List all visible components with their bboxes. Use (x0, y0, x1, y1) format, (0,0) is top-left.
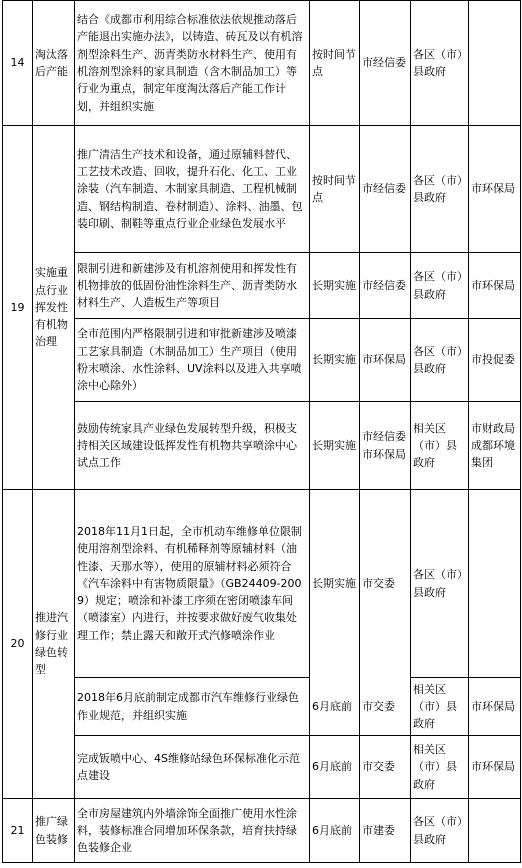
lead-dept-cell: 市经信委 (360, 1, 411, 126)
timeline-cell: 6月底前 (310, 736, 360, 799)
responsible-cell: 各区（市）县政府 (411, 1, 469, 126)
lead-dept-cell: 市经信委 (360, 126, 411, 253)
row-number: 14 (3, 1, 33, 126)
support-cell: 市财政局 成都环境集团 (469, 402, 521, 490)
table-row (3, 736, 521, 799)
support-cell: 市环保局 (469, 678, 521, 736)
support-cell (469, 1, 521, 126)
timeline-cell: 按时间节点 (310, 126, 360, 253)
row-number: 20 (3, 490, 33, 799)
table-row (3, 402, 521, 490)
table-row (3, 799, 521, 863)
timeline-cell: 长期实施 (310, 319, 360, 402)
responsible-cell: 相关区（市）县政府 (411, 678, 469, 736)
category-cell: 推进汽修行业绿色转型 (33, 490, 75, 799)
support-cell: 市环保局 (469, 253, 521, 319)
category-cell: 淘汰落后产能 (33, 1, 75, 126)
task-cell: 全市范围内严格限制引进和审批新建涉及喷漆工艺家具制造（木制品加工）生产项目（使用粉末喷涂、水性涂料、UV涂料以及进入共享喷涂中心除外） (75, 319, 310, 402)
timeline-cell: 长期实施 (310, 253, 360, 319)
lead-dept-cell: 市经信委 (360, 253, 411, 319)
support-cell (469, 490, 521, 678)
lead-dept-cell: 市交委 (360, 678, 411, 736)
table-row (3, 253, 521, 319)
task-cell: 完成钣喷中心、4S维修站绿色环保标准化示范点建设 (75, 736, 310, 799)
responsible-cell: 各区（市）县政府 (411, 490, 469, 678)
timeline-cell: 6月底前 (310, 799, 360, 863)
row-number: 19 (3, 126, 33, 490)
task-cell: 2018年6月底前制定成都市汽车维修行业绿色作业规范，并组织实施 (75, 678, 310, 736)
task-cell: 鼓励传统家具产业绿色发展转型升级，积极支持相关区域建设低挥发性有机物共享喷涂中心试点工作 (75, 402, 310, 490)
support-cell: 市环保局 (469, 126, 521, 253)
task-cell: 推广清洁生产技术和设备，通过原辅料替代、工艺技术改造、回收，提升石化、化工、工业涂装（汽车制造、木制家具制造、工程机械制造、钢结构制造、卷材制造）、涂料、油墨、包装印刷、制鞋等重点行业企业绿色发展水平 (75, 126, 310, 253)
lead-dept-cell: 市建委 (360, 799, 411, 863)
support-cell: 市环保局 (469, 736, 521, 799)
responsible-cell: 各区（市）县政府 (411, 126, 469, 253)
timeline-cell: 长期实施 (310, 402, 360, 490)
responsible-cell: 相关区（市）县政府 (411, 736, 469, 799)
responsible-cell: 各区（市）县政府 (411, 319, 469, 402)
responsible-cell: 相关区（市）县政府 (411, 402, 469, 490)
task-cell: 限制引进和新建涉及有机溶剂使用和挥发性有机物排放的低固份油性涂料生产、沥青类防水材料生产、人造板生产等项目 (75, 253, 310, 319)
table-row (3, 490, 521, 678)
task-cell: 2018年11月1日起，全市机动车维修单位限制使用溶剂型涂料、有机稀释剂等原辅材料（油性漆、天那水等），使用的原辅材料必须符合《汽车涂料中有害物质限量》（GB24409-2009）规定；喷涂和补漆工序须在密闭喷漆车间（喷漆室）内进行，并按要求做好废气收集处理工作；禁止露天和敞开式汽修喷涂作业 (75, 490, 310, 678)
task-cell: 结合《成都市利用综合标准依法依规推动落后产能退出实施办法》，以铸造、砖瓦及以有机溶剂型涂料生产、沥青类防水材料生产、使用有机溶剂型涂料的家具制造（含木制品加工）等行业为重点，制定年度淘汰落后产能工作计划，并组织实施 (75, 1, 310, 126)
table-row (3, 126, 521, 253)
policy-task-table (2, 0, 521, 863)
support-cell (469, 799, 521, 863)
row-number: 21 (3, 799, 33, 863)
timeline-cell: 长期实施 (310, 490, 360, 678)
timeline-cell: 按时间节点 (310, 1, 360, 126)
support-cell: 市投促委 (469, 319, 521, 402)
timeline-cell: 6月底前 (310, 678, 360, 736)
lead-dept-cell: 市环保局 (360, 319, 411, 402)
lead-dept-cell: 市经信委 市环保局 (360, 402, 411, 490)
lead-dept-cell: 市交委 (360, 736, 411, 799)
responsible-cell: 各区（市）县政府 (411, 799, 469, 863)
table-row (3, 1, 521, 126)
task-cell: 全市房屋建筑内外墙涂饰全面推广使用水性涂料，装修标准合同增加环保条款，培育扶持绿色装修企业 (75, 799, 310, 863)
table-row (3, 678, 521, 736)
responsible-cell: 各区（市）县政府 (411, 253, 469, 319)
lead-dept-cell: 市交委 (360, 490, 411, 678)
category-cell: 推广绿色装修 (33, 799, 75, 863)
table-row (3, 319, 521, 402)
category-cell: 实施重点行业挥发性有机物治理 (33, 126, 75, 490)
